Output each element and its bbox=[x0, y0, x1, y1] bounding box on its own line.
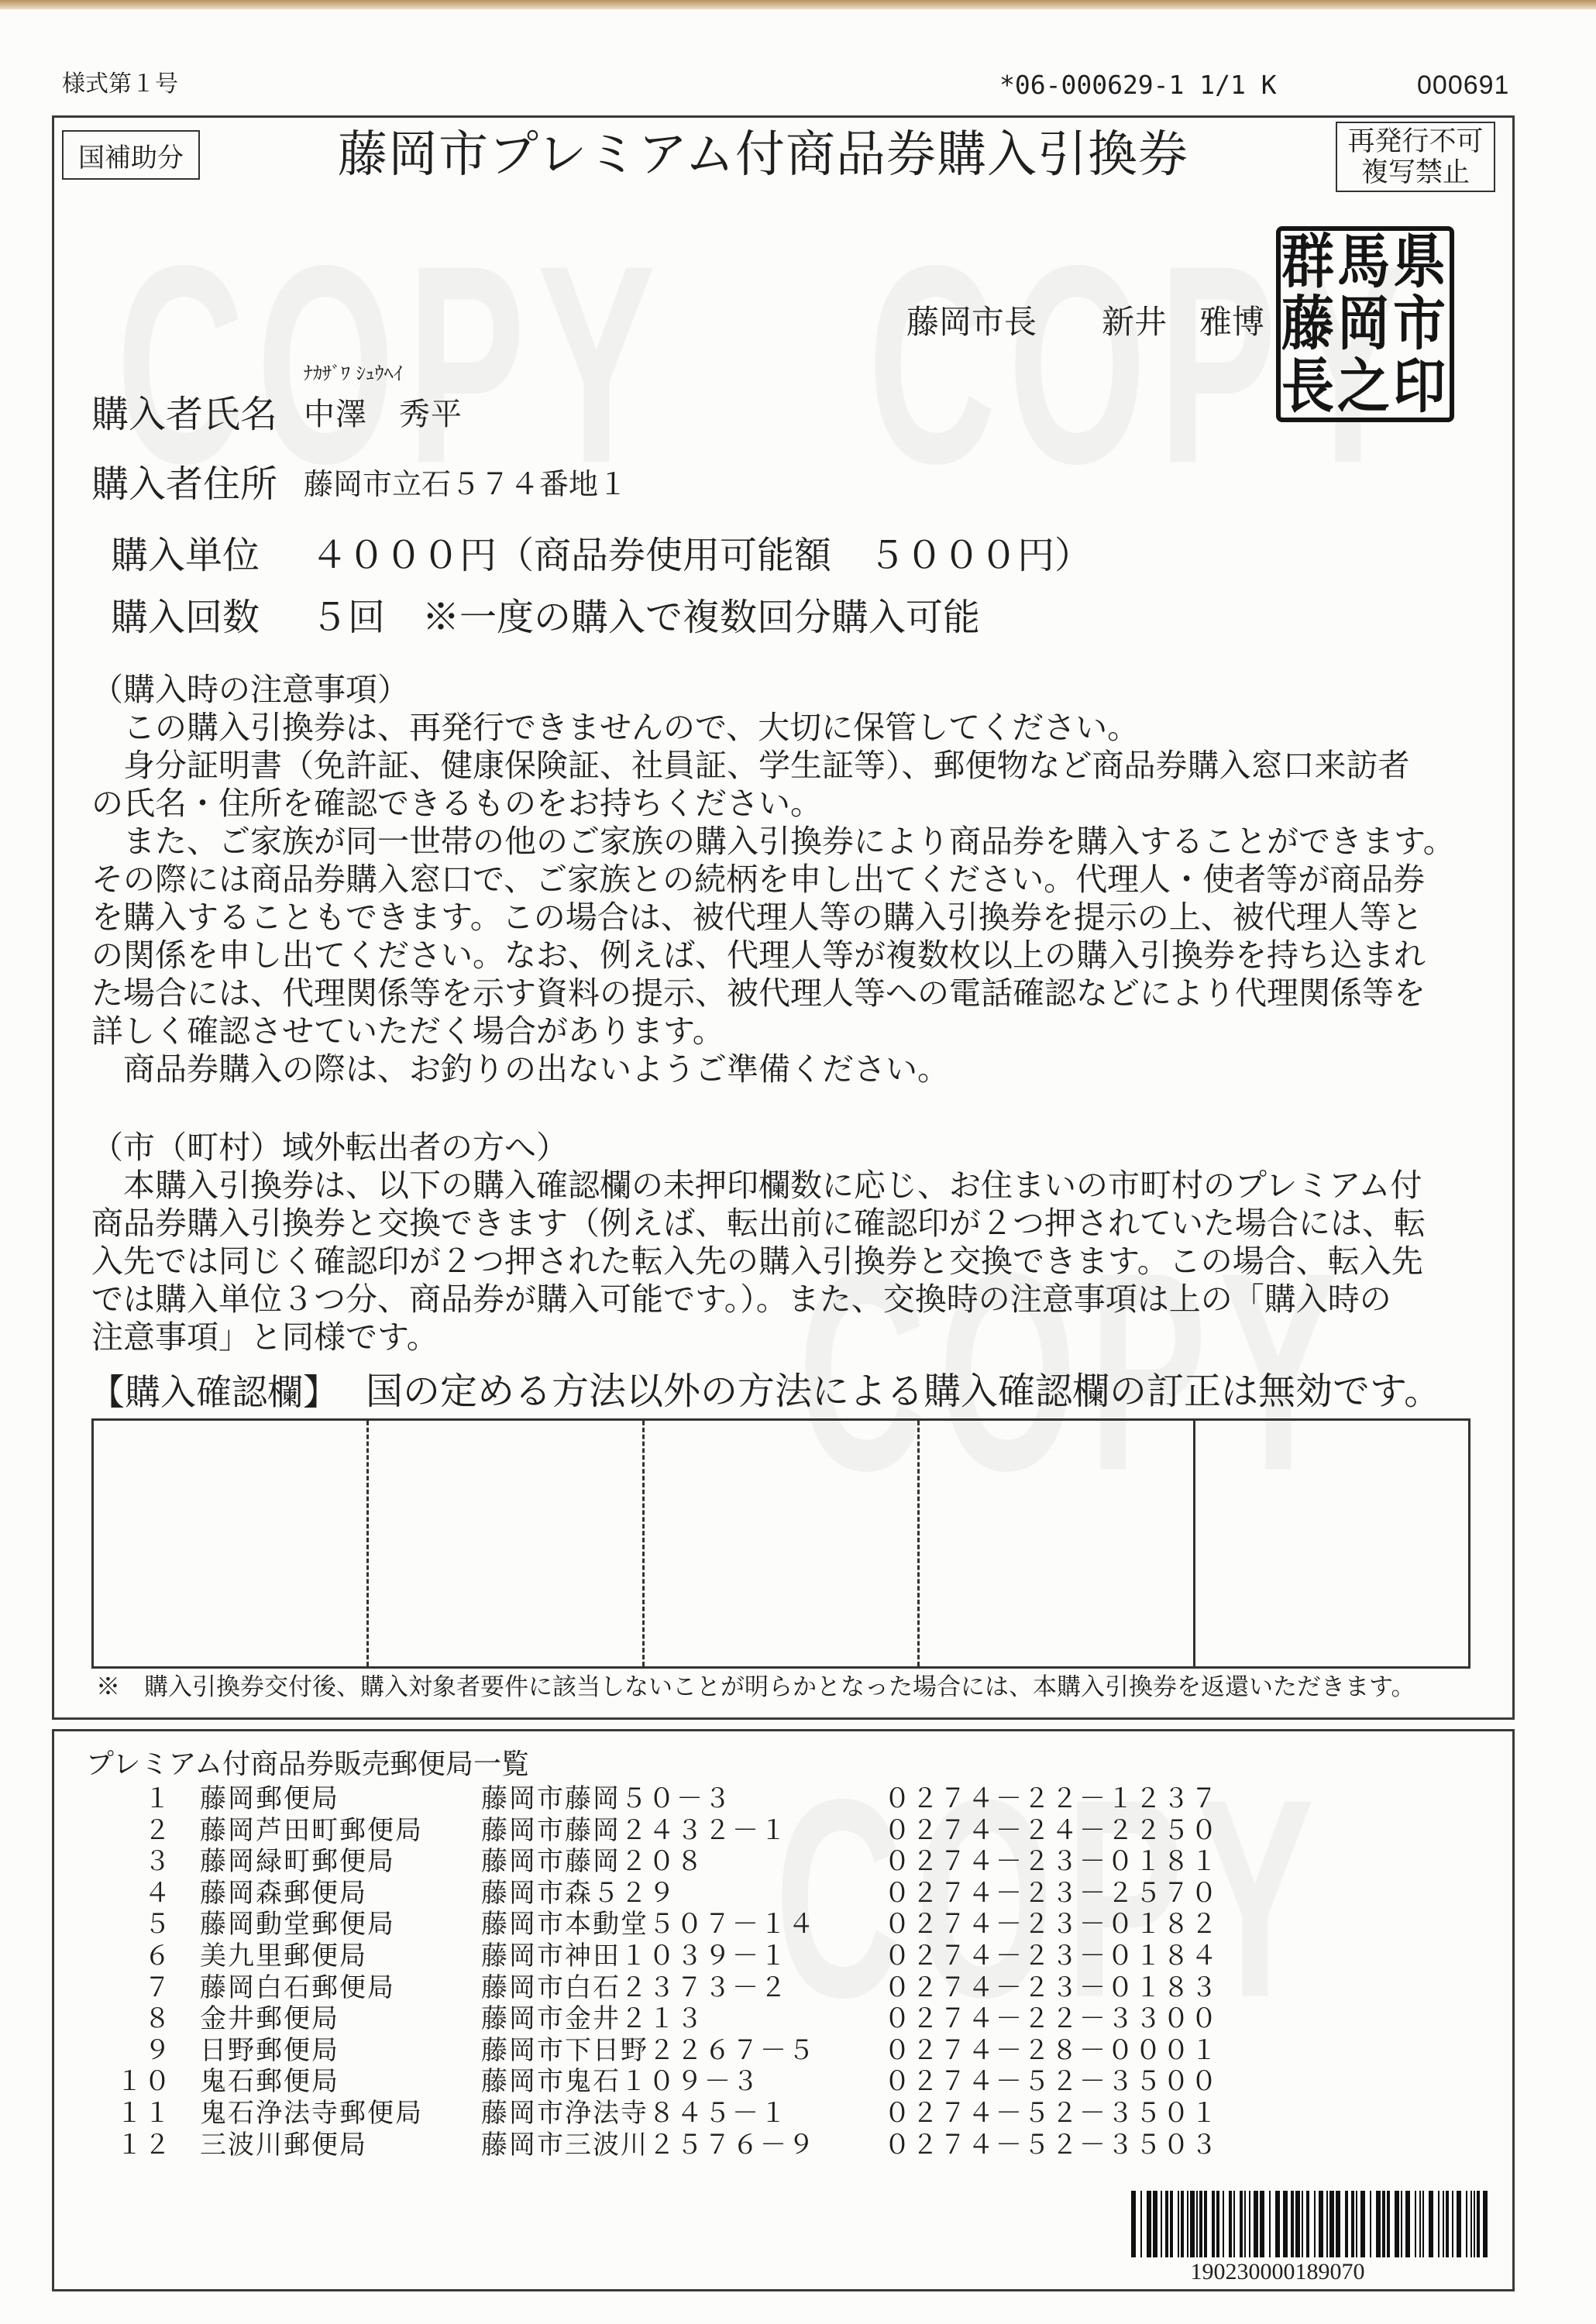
barcode-bar bbox=[1457, 2191, 1461, 2257]
barcode-bar bbox=[1326, 2191, 1328, 2257]
barcode-bar bbox=[1405, 2191, 1410, 2257]
post-office-phone: ０２７４－２４－２２５０ bbox=[884, 1814, 1219, 1846]
list-item bbox=[116, 2066, 1433, 2098]
barcode-bar bbox=[1360, 2191, 1365, 2257]
barcode-bar bbox=[1438, 2191, 1439, 2257]
post-office-address: 藤岡市藤岡２４３２－１ bbox=[481, 1814, 788, 1846]
no-reissue-text: 再発行不可 bbox=[1347, 125, 1484, 157]
post-office-address: 藤岡市藤岡２０８ bbox=[481, 1846, 704, 1878]
post-office-address: 藤岡市藤岡５０－３ bbox=[481, 1783, 732, 1814]
barcode-bar bbox=[1275, 2191, 1280, 2257]
barcode-bar bbox=[1419, 2191, 1421, 2257]
purchase-count-value: ５回 bbox=[311, 596, 386, 639]
post-office-address: 藤岡市浄法寺８４５－１ bbox=[481, 2097, 788, 2129]
confirmation-cell bbox=[917, 1421, 1192, 1666]
barcode-bar bbox=[1429, 2191, 1433, 2257]
barcode-bar bbox=[1395, 2191, 1399, 2257]
barcode-bar bbox=[1165, 2191, 1168, 2257]
purchase-notes-heading: （購入時の注意事項） bbox=[91, 671, 409, 708]
post-office-address: 藤岡市下日野２２６７－５ bbox=[481, 2034, 816, 2066]
post-office-address: 藤岡市本動堂５０７－１４ bbox=[481, 1909, 816, 1941]
post-office-list-title: プレミアム付商品券販売郵便局一覧 bbox=[86, 1748, 530, 1780]
barcode-bar bbox=[1345, 2191, 1348, 2257]
barcode-bar bbox=[1302, 2191, 1303, 2257]
barcode-bar bbox=[1291, 2191, 1294, 2257]
post-office-name: 金井郵便局 bbox=[200, 2003, 339, 2035]
purchase-notes bbox=[91, 671, 1478, 1088]
barcode-bar bbox=[1314, 2191, 1316, 2257]
notice-line: 入先では同じく確認印が２つ押された転入先の購入引換券と交換できます。この場合、転入先 bbox=[91, 1243, 1423, 1280]
form-number: 様式第１号 bbox=[62, 70, 178, 98]
seal-row: 長之印 bbox=[1281, 352, 1449, 421]
purchase-count-label: 購入回数 bbox=[111, 596, 260, 639]
post-office-list bbox=[116, 1783, 1433, 2161]
post-office-phone: ０２７４－２８－０００１ bbox=[884, 2034, 1219, 2066]
barcode-bar bbox=[1336, 2191, 1340, 2257]
barcode-bar bbox=[1178, 2191, 1179, 2257]
notice-line: の関係を申し出てください。なお、例えば、代理人等が複数枚以上の購入引換券を持ち込まれ bbox=[91, 937, 1426, 974]
post-office-address: 藤岡市森５２９ bbox=[481, 1877, 676, 1909]
serial-number: 000691 bbox=[1417, 70, 1510, 100]
notice-line: 商品券購入引換券と交換できます（例えば、転出前に確認印が２つ押されていた場合には、転 bbox=[91, 1205, 1426, 1242]
notice-line: 注意事項」と同様です。 bbox=[91, 1318, 439, 1356]
barcode-bar bbox=[1443, 2191, 1444, 2257]
post-office-address: 藤岡市鬼石１０９－３ bbox=[481, 2066, 760, 2098]
barcode-bar bbox=[1223, 2191, 1224, 2257]
post-office-phone: ０２７４－２２－１２３７ bbox=[884, 1783, 1219, 1814]
list-item bbox=[116, 2130, 1433, 2161]
relocation-notes-heading: （市（町村）域外転出者の方へ） bbox=[91, 1129, 568, 1166]
list-item bbox=[116, 1815, 1433, 1847]
no-reissue-stamp bbox=[1336, 122, 1495, 192]
notice-line: の氏名・住所を確認できるものをお持ちください。 bbox=[91, 785, 822, 822]
notice-line: た場合には、代理関係等を示す資料の提示、被代理人等への電話確認などにより代理関係等を bbox=[91, 975, 1426, 1012]
post-office-number: ８ bbox=[144, 2003, 172, 2035]
post-office-phone: ０２７４－５２－３５００ bbox=[884, 2066, 1219, 2098]
barcode-bar bbox=[1131, 2191, 1136, 2257]
barcode-bar bbox=[1196, 2191, 1198, 2257]
seal-row: 群馬県 bbox=[1281, 227, 1449, 297]
notice-line: 詳しく確認させていただく場合があります。 bbox=[91, 1012, 724, 1050]
barcode-bar bbox=[1147, 2191, 1151, 2257]
confirmation-cell bbox=[94, 1421, 366, 1666]
post-office-name: 日野郵便局 bbox=[200, 2034, 339, 2066]
post-office-name: 鬼石郵便局 bbox=[200, 2066, 339, 2098]
confirmation-cell bbox=[642, 1421, 917, 1666]
official-seal bbox=[1276, 226, 1454, 422]
post-office-number: ９ bbox=[144, 2034, 172, 2066]
barcode-bar bbox=[1370, 2191, 1371, 2257]
post-office-name: 三波川郵便局 bbox=[200, 2129, 367, 2161]
barcode-bar bbox=[1446, 2191, 1449, 2257]
barcode-bar bbox=[1244, 2191, 1246, 2257]
document-code: *06-000629-1 1/1 K bbox=[999, 70, 1277, 100]
post-office-name: 鬼石浄法寺郵便局 bbox=[200, 2097, 423, 2129]
post-office-number: ６ bbox=[144, 1940, 172, 1972]
notice-line: では購入単位３つ分、商品券が購入可能です。）。また、交換時の注意事項は上の「購入時の bbox=[91, 1281, 1391, 1318]
barcode-bar bbox=[1153, 2191, 1157, 2257]
confirmation-warning: 国の定める方法以外の方法による購入確認欄の訂正は無効です。 bbox=[366, 1370, 1442, 1413]
list-item bbox=[116, 1878, 1433, 1910]
post-office-name: 藤岡白石郵便局 bbox=[200, 1972, 395, 2003]
barcode-bar bbox=[1260, 2191, 1264, 2257]
purchaser-address-label: 購入者住所 bbox=[91, 462, 278, 506]
purchase-unit-value: ４０００円（商品券使用可能額 ５０００円） bbox=[311, 534, 1092, 577]
notice-line: また、ご家族が同一世帯の他のご家族の購入引換券により商品券を購入することができます。 bbox=[91, 823, 1455, 860]
list-item bbox=[116, 1909, 1433, 1941]
barcode-bar bbox=[1187, 2191, 1188, 2257]
barcode-bar bbox=[1269, 2191, 1271, 2257]
scan-background-edge bbox=[0, 0, 1596, 9]
notice-line: 身分証明書（免許証、健康保険証、社員証、学生証等）、郵便物など商品券購入窓口来訪者 bbox=[91, 747, 1410, 784]
barcode-bar bbox=[1229, 2191, 1232, 2257]
post-office-phone: ０２７４－２３－０１８２ bbox=[884, 1909, 1219, 1941]
confirmation-cell bbox=[1193, 1421, 1468, 1666]
purchaser-name: 中澤 秀平 bbox=[304, 397, 463, 432]
barcode-bar bbox=[1199, 2191, 1202, 2257]
relocation-notes-lines bbox=[91, 1167, 1478, 1356]
post-office-address: 藤岡市白石２３７３－２ bbox=[481, 1972, 788, 2003]
barcode-bar bbox=[1329, 2191, 1334, 2257]
post-office-number: １１ bbox=[116, 2097, 172, 2129]
barcode-bar bbox=[1295, 2191, 1300, 2257]
barcode-bar bbox=[1283, 2191, 1288, 2257]
purchaser-name-kana: ﾅｶｻﾞﾜ ｼｭｳﾍｲ bbox=[304, 363, 403, 384]
barcode bbox=[1128, 2191, 1495, 2257]
confirmation-stamp-grid bbox=[91, 1418, 1470, 1669]
purchase-notes-lines bbox=[91, 709, 1478, 1088]
no-copy-text: 複写禁止 bbox=[1360, 156, 1470, 188]
confirmation-cell bbox=[366, 1421, 641, 1666]
post-office-name: 藤岡森郵便局 bbox=[200, 1877, 367, 1909]
list-item bbox=[116, 2035, 1433, 2067]
notice-line: その際には商品券購入窓口で、ご家族との続柄を申し出てください。代理人・使者等が商品券 bbox=[91, 861, 1426, 898]
barcode-bar bbox=[1474, 2191, 1475, 2257]
confirmation-heading: 【購入確認欄】 bbox=[89, 1371, 339, 1413]
barcode-bar bbox=[1376, 2191, 1381, 2257]
issuer-name: 新井 雅博 bbox=[1102, 303, 1265, 341]
notice-line: この購入引換券は、再発行できませんので、大切に保管してください。 bbox=[91, 709, 1140, 746]
barcode-bar bbox=[1483, 2191, 1488, 2257]
barcode-bar bbox=[1254, 2191, 1258, 2257]
post-office-number: １ bbox=[144, 1783, 172, 1814]
post-office-phone: ０２７４－５２－３５０１ bbox=[884, 2097, 1219, 2129]
purchase-count-note: ※一度の購入で複数回分購入可能 bbox=[422, 596, 981, 639]
barcode-bar bbox=[1401, 2191, 1402, 2257]
barcode-bar bbox=[1204, 2191, 1207, 2257]
list-item bbox=[116, 1846, 1433, 1878]
barcode-bar bbox=[1216, 2191, 1219, 2257]
page-title: 藤岡市プレミアム付商品券購入引換券 bbox=[338, 126, 1188, 184]
post-office-name: 藤岡郵便局 bbox=[200, 1783, 339, 1814]
notice-line: 本購入引換券は、以下の購入確認欄の未押印欄数に応じ、お住まいの市町村のプレミアム付 bbox=[91, 1167, 1422, 1204]
post-office-phone: ０２７４－２２－３３００ bbox=[884, 2003, 1219, 2035]
post-office-phone: ０２７４－５２－３５０３ bbox=[884, 2129, 1219, 2161]
post-office-name: 藤岡緑町郵便局 bbox=[200, 1846, 395, 1878]
list-item bbox=[116, 1941, 1433, 1972]
purchaser-address: 藤岡市立石５７４番地１ bbox=[304, 467, 628, 501]
barcode-bar bbox=[1249, 2191, 1250, 2257]
post-office-address: 藤岡市神田１０３９－１ bbox=[481, 1940, 788, 1972]
barcode-bar bbox=[1387, 2191, 1390, 2257]
post-office-name: 藤岡動堂郵便局 bbox=[200, 1909, 395, 1941]
barcode-bar bbox=[1452, 2191, 1453, 2257]
list-item bbox=[116, 2003, 1433, 2035]
barcode-bar bbox=[1477, 2191, 1480, 2257]
barcode-bar bbox=[1351, 2191, 1354, 2257]
list-item bbox=[116, 1783, 1433, 1815]
post-office-number: ５ bbox=[144, 1909, 172, 1941]
barcode-bar bbox=[1233, 2191, 1235, 2257]
barcode-bar bbox=[1382, 2191, 1385, 2257]
list-item bbox=[116, 1972, 1433, 2004]
issuer-title: 藤岡市長 bbox=[906, 303, 1037, 341]
relocation-notes bbox=[91, 1129, 1478, 1356]
notice-line: 商品券購入の際は、お釣りの出ないようご準備ください。 bbox=[91, 1050, 949, 1088]
barcode-bar bbox=[1306, 2191, 1309, 2257]
barcode-bar bbox=[1356, 2191, 1357, 2257]
barcode-bar bbox=[1170, 2191, 1173, 2257]
post-office-address: 藤岡市金井２１３ bbox=[481, 2003, 704, 2035]
post-office-number: ２ bbox=[144, 1814, 172, 1846]
barcode-bar bbox=[1190, 2191, 1195, 2257]
barcode-bar bbox=[1319, 2191, 1323, 2257]
barcode-bar bbox=[1470, 2191, 1472, 2257]
post-office-address: 藤岡市三波川２５７６－９ bbox=[481, 2129, 816, 2161]
barcode-number: 190230000189070 bbox=[1190, 2259, 1365, 2284]
barcode-bar bbox=[1422, 2191, 1424, 2257]
post-office-name: 藤岡芦田町郵便局 bbox=[200, 1814, 423, 1846]
footnote: ※ 購入引換券交付後、購入対象者要件に該当しないことが明らかとなった場合には、本購入引換券を返還いただきます。 bbox=[96, 1673, 1415, 1701]
post-office-phone: ０２７４－２３－０１８１ bbox=[884, 1846, 1219, 1878]
notice-line: を購入することもできます。この場合は、被代理人等の購入引換券を提示の上、被代理人等と bbox=[91, 899, 1423, 936]
post-office-phone: ０２７４－２３－０１８４ bbox=[884, 1940, 1219, 1972]
post-office-number: ４ bbox=[144, 1877, 172, 1909]
post-office-number: １０ bbox=[116, 2066, 172, 2098]
post-office-phone: ０２７４－２３－０１８３ bbox=[884, 1972, 1219, 2003]
post-office-number: ７ bbox=[144, 1972, 172, 2003]
barcode-bar bbox=[1140, 2191, 1142, 2257]
post-office-name: 美九里郵便局 bbox=[200, 1940, 367, 1972]
barcode-bar bbox=[1466, 2191, 1467, 2257]
barcode-bar bbox=[1161, 2191, 1162, 2257]
subsidy-label-box bbox=[62, 130, 200, 180]
barcode-bar bbox=[1212, 2191, 1215, 2257]
barcode-bar bbox=[1181, 2191, 1184, 2257]
barcode-bar bbox=[1240, 2191, 1243, 2257]
seal-row: 藤岡市 bbox=[1281, 289, 1449, 359]
subsidy-label: 国補助分 bbox=[78, 142, 184, 174]
purchaser-name-label: 購入者氏名 bbox=[91, 393, 278, 436]
post-office-number: ３ bbox=[144, 1846, 172, 1878]
barcode-bar bbox=[1415, 2191, 1416, 2257]
list-item bbox=[116, 2098, 1433, 2130]
purchase-unit-label: 購入単位 bbox=[111, 534, 260, 577]
post-office-number: １２ bbox=[116, 2129, 172, 2161]
post-office-phone: ０２７４－２３－２５７０ bbox=[884, 1877, 1219, 1909]
